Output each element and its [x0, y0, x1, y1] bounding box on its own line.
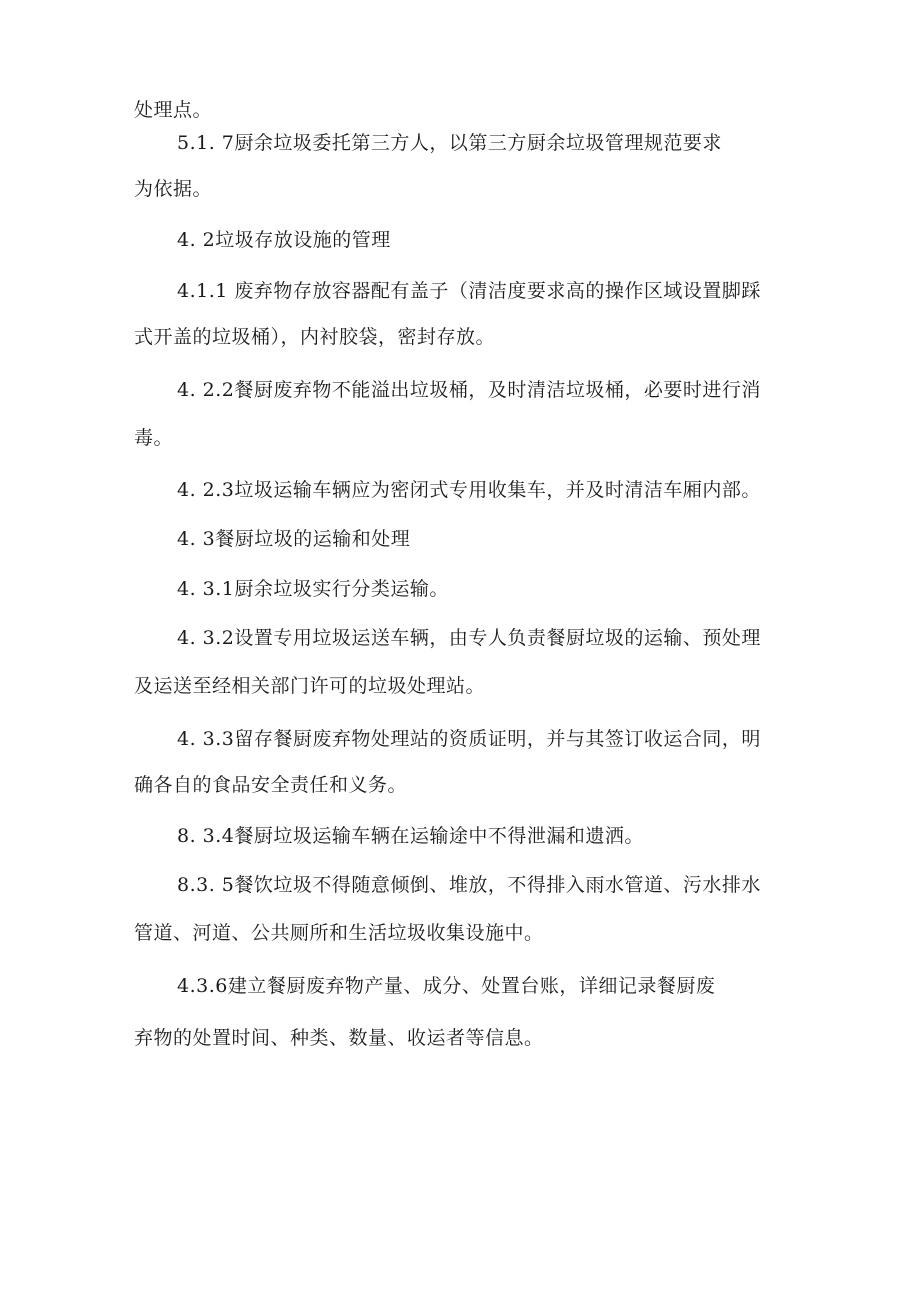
paragraph-p8-line-1: 4. 3.2设置专用垃圾运送车辆，由专人负责餐厨垃圾的运输、预处理 — [177, 627, 761, 649]
paragraph-p11-line-1: 8.3. 5餐饮垃圾不得随意倾倒、堆放，不得排入雨水管道、污水排水 — [177, 874, 761, 896]
paragraph-p3-line-2: 式开盖的垃圾桶），内衬胶袋，密封存放。 — [134, 326, 496, 348]
paragraph-p1-line-2: 为依据。 — [134, 178, 213, 200]
paragraph-p11-line-2: 管道、河道、公共厕所和生活垃圾收集设施中。 — [134, 922, 544, 944]
paragraph-p7-line-1: 4. 3.1厨余垃圾实行分类运输。 — [177, 578, 449, 600]
paragraph-p5-line-1: 4. 2.3垃圾运输车辆应为密闭式专用收集车，并及时清洁车厢内部。 — [177, 479, 761, 501]
section-heading-4-3: 4. 3餐厨垃圾的运输和处理 — [177, 528, 411, 550]
paragraph-p8-line-2: 及运送至经相关部门许可的垃圾处理站。 — [134, 675, 486, 697]
paragraph-p10-line-1: 8. 3.4餐厨垃圾运输车辆在运输途中不得泄漏和遗洒。 — [177, 825, 644, 847]
paragraph-p9-line-2: 确各自的食品安全责任和义务。 — [134, 774, 408, 796]
section-heading-4-2: 4. 2垃圾存放设施的管理 — [177, 229, 391, 251]
paragraph-p3-line-1: 4.1.1 废弃物存放容器配有盖子（清洁度要求高的操作区域设置脚踩 — [177, 280, 761, 302]
paragraph-p4-line-1: 4. 2.2餐厨废弃物不能溢出垃圾桶，及时清洁垃圾桶，必要时进行消 — [177, 379, 761, 401]
paragraph-p12-line-1: 4.3.6建立餐厨废弃物产量、成分、处置台账，详细记录餐厨废 — [177, 975, 716, 997]
paragraph-p9-line-1: 4. 3.3留存餐厨废弃物处理站的资质证明，并与其签订收运合同，明 — [177, 728, 761, 750]
paragraph-p0-line-1: 处理点。 — [134, 99, 213, 121]
paragraph-p1-line-1: 5.1. 7厨余垃圾委托第三方人，以第三方厨余垃圾管理规范要求 — [177, 132, 722, 154]
paragraph-p12-line-2: 弃物的处置时间、种类、数量、收运者等信息。 — [134, 1027, 544, 1049]
paragraph-p4-line-2: 毒。 — [134, 427, 174, 449]
